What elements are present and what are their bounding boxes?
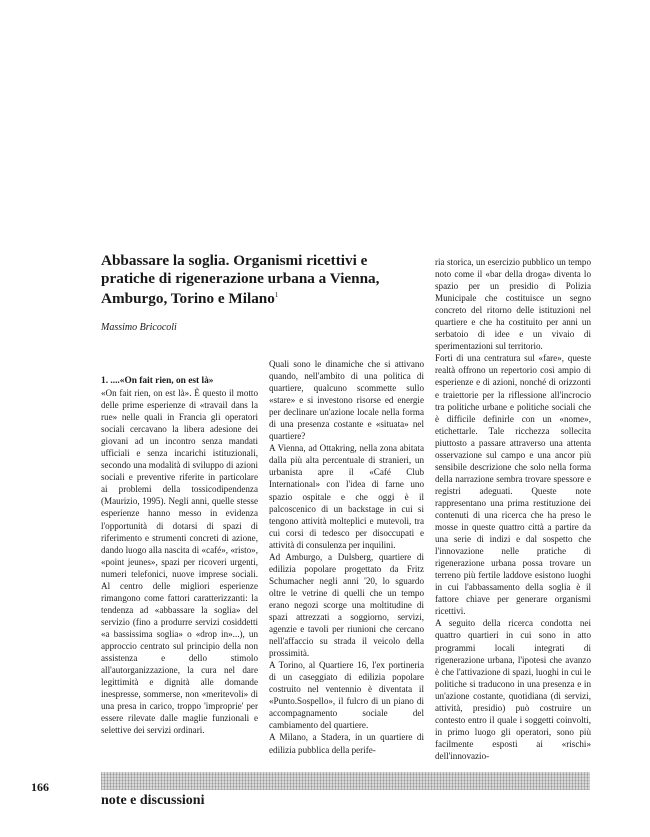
text-column-left bbox=[101, 375, 258, 736]
article-title-text: Abbassare la soglia. Organismi ricettivi e pratiche di rigenerazione urbana a Vienna, Amburgo, Torino e Milano bbox=[101, 252, 380, 308]
section-band bbox=[101, 772, 590, 790]
article-title bbox=[101, 252, 421, 308]
text-column-right bbox=[435, 256, 591, 762]
paragraph: ria storica, un esercizio pubblico un tempo noto come il «bar della droga» diventa lo spazio per un presidio di Polizia Municipale che costituisce un segno concreto del ritorno delle istituzioni nel quartiere e che ha costituito per anni un serbatoio di idee e un vivaio di sperimentazioni sul territorio. bbox=[435, 257, 591, 352]
paragraph: «On fait rien, on est là». È questo il motto delle prime esperienze di «travail dans la rue» nelle quali in Francia gli operatori sociali cercavano la libera adesione dei giovani ad un incontro senza mandati ufficiali e senza incarichi istituzionali, secondo una modalità di sviluppo di azioni sociali e preventive riferite in particolare ai problemi della tossicodipendenza (Maurizio, 1995). Negli anni, quelle stesse esperienze hanno messo in evidenza l'opportunità di dotarsi di spazi di riferimento e strumenti concreti di azione, dando luogo alla nascita di «café», «risto», «point jeunes», spazi per ricoveri urgenti, numeri telefonici, nuove imprese sociali. Al centro delle migliori esperienze rimangono come fattori caratterizzanti: la tendenza ad «abbassare la soglia» del servizio (fino a produrre servizi cosiddetti «a bassissima soglia» o «drop in»...), un approccio centrato sul principio della non assistenza e dello stimolo all'autorganizzazione, la cura nel dare legittimità e dignità alle domande inespresse, sommerse, non «meritevoli» di una presa in carico, troppo 'improprie' per essere rilevate dalle maglie funzionali e selettive dei servizi ordinari. bbox=[101, 388, 258, 736]
section-label: note e discussioni bbox=[101, 793, 205, 808]
footnote-mark: 1 bbox=[274, 291, 279, 299]
paragraph: Forti di una centratura sul «fare», queste realtà offrono un repertorio così ampio di esperienze e di azioni, nonché di orizzonti e traiettorie per la riflessione all'incrocio tra politiche urbane e politiche sociali che è difficile definirle con un «nome», etichettarle. Tale ricchezza sollecita piuttosto a passare attraverso una attenta osservazione sul campo e una ancor più sensibile descrizione che solo nella forma della narrazione sembra trovare spessore e registri adeguati. Queste note rappresentano una prima restituzione dei contenuti di una ricerca che ha preso le mosse in queste quattro città a partire da una serie di indizi e dal sospetto che l'innovazione nelle pratiche di rigenerazione urbana possa trovare un terreno più fertile laddove esistono luoghi in cui l'abbassamento della soglia è il fattore chiave per generare organismi ricettivi. bbox=[435, 353, 591, 617]
paragraph: A Torino, al Quartiere 16, l'ex portineria di un caseggiato di edilizia popolare costruito nel ventennio è diventata il «Punto.Sospello», il fulcro di un piano di accompagnamento sociale del cambiamento del quartiere. bbox=[269, 660, 424, 731]
paragraph: Ad Amburgo, a Dulsberg, quartiere di edilizia popolare progettato da Fritz Schumacher negli anni '20, lo sguardo oltre le vetrine di quelli che un tempo erano negozi scorge una moltitudine di spazi attrezzati a soggiorno, servizi, agenzie e tavoli per riunioni che cercano nell'affaccio su strada il veicolo della prossimità. bbox=[269, 551, 424, 659]
section-heading: 1. ....«On fait rien, on est là» bbox=[101, 376, 214, 386]
text-column-middle bbox=[269, 358, 424, 756]
paragraph: A Vienna, ad Ottakring, nella zona abitata dalla più alta percentuale di stranieri, un urbanista apre il «Café Club International» con l'idea di farne uno spazio ospitale e che oggi è il palcoscenico di un backstage in cui si tengono attività molteplici e mutevoli, tra cui corsi di tedesco per disoccupati e attività di consulenza per inquilini. bbox=[269, 443, 424, 550]
page-number: 166 bbox=[31, 780, 49, 794]
paragraph: A Milano, a Stadera, in un quartiere di edilizia pubblica della perife- bbox=[269, 732, 424, 755]
article-author: Massimo Bricocoli bbox=[101, 322, 177, 333]
paragraph: Quali sono le dinamiche che si attivano quando, nell'ambito di una politica di quartiere, qualcuno scommette sullo «stare» e si investono risorse ed energie per declinare un'azione locale nella forma di una presenza costante e «situata» nel quartiere? bbox=[269, 359, 424, 442]
paragraph: A seguito della ricerca condotta nei quattro quartieri in cui sono in atto programmi locali integrati di rigenerazione urbana, l'ipotesi che avanzo è che l'attivazione di spazi, luoghi in cui le politiche si traducono in una presenza e in un'azione costante, quotidiana (di servizi, attività, presidio) può costruire un contesto entro il quale i soggetti coinvolti, in primo luogo gli operatori, sono più facilmente esposti ai «rischi» dell'innovazio- bbox=[435, 618, 591, 761]
